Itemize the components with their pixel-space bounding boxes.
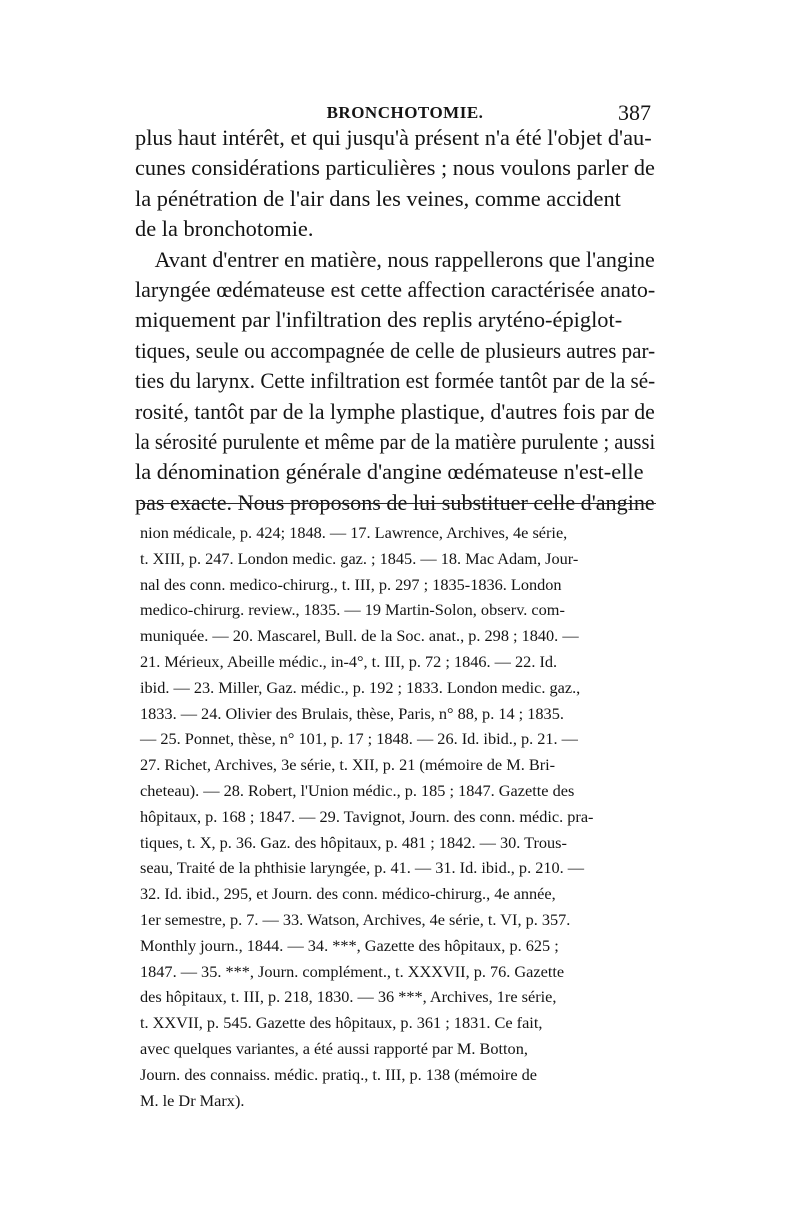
body-line: Avant d'entrer en matière, nous rappellerons que l'angine: [154, 246, 655, 272]
footnote-line: tiques, t. X, p. 36. Gaz. des hôpitaux, p. 481 ; 1842. — 30. Trous-: [140, 832, 567, 852]
footnote-line: Journ. des connaiss. médic. pratiq., t. III, p. 138 (mémoire de: [140, 1064, 537, 1084]
footnote-line: muniquée. — 20. Mascarel, Bull. de la Soc. anat., p. 298 ; 1840. —: [140, 626, 579, 646]
body-line: pas exacte. Nous proposons de lui substituer celle d'angine: [135, 489, 655, 515]
footnote-line: 32. Id. ibid., 295, et Journ. des conn. médico-chirurg., 4e année,: [140, 884, 556, 904]
footnote-line: 27. Richet, Archives, 3e série, t. XII, p. 21 (mémoire de M. Bri-: [140, 755, 556, 775]
body-line: la pénétration de l'air dans les veines, comme accident: [135, 185, 621, 211]
footnote-divider: [140, 503, 656, 504]
running-title: BRONCHOTOMIE.: [326, 103, 484, 122]
footnote-line: 1833. — 24. Olivier des Brulais, thèse, Paris, n° 88, p. 14 ; 1835.: [140, 703, 564, 723]
footnote-line: cheteau). — 28. Robert, l'Union médic., p. 185 ; 1847. Gazette des: [140, 780, 575, 800]
footnote-line: 1847. — 35. ***, Journ. complément., t. XXXVII, p. 76. Gazette: [140, 961, 565, 981]
footnote-line: t. XXVII, p. 545. Gazette des hôpitaux, p. 361 ; 1831. Ce fait,: [140, 1013, 543, 1033]
page-number: 387: [618, 100, 651, 125]
body-line: ties du larynx. Cette infiltration est formée tantôt par de la sé-: [135, 368, 656, 394]
footnote-line: 21. Mérieux, Abeille médic., in-4°, t. III, p. 72 ; 1846. — 22. Id.: [140, 651, 558, 671]
footnote-line: avec quelques variantes, a été aussi rapporté par M. Botton,: [140, 1038, 528, 1058]
body-line: miquement par l'infiltration des replis aryténo-épiglot-: [135, 307, 623, 333]
body-line: la sérosité purulente et même par de la matière purulente ; aussi: [135, 429, 656, 455]
footnote-line: t. XIII, p. 247. London medic. gaz. ; 1845. — 18. Mac Adam, Jour-: [140, 548, 579, 568]
footnote-line: des hôpitaux, t. III, p. 218, 1830. — 36 ***, Archives, 1re série,: [140, 987, 557, 1007]
body-line: la dénomination générale d'angine œdémateuse n'est-elle: [135, 459, 644, 485]
body-line: rosité, tantôt par de la lymphe plastique, d'autres fois par de: [135, 398, 655, 424]
body-line: de la bronchotomie.: [135, 216, 314, 242]
body-line: cunes considérations particulières ; nous voulons parler de: [135, 155, 655, 181]
footnote-line: nal des conn. medico-chirurg., t. III, p. 297 ; 1835-1836. London: [140, 574, 562, 594]
body-text: [135, 123, 655, 518]
footnote-line: medico-chirurg. review., 1835. — 19 Martin-Solon, observ. com-: [140, 600, 565, 620]
footnote-line: seau, Traité de la phthisie laryngée, p. 41. — 31. Id. ibid., p. 210. —: [140, 858, 585, 878]
body-line: plus haut intérêt, et qui jusqu'à présent n'a été l'objet d'au-: [135, 125, 652, 150]
body-line: laryngée œdémateuse est cette affection caractérisée anato-: [135, 277, 656, 303]
footnote-line: hôpitaux, p. 168 ; 1847. — 29. Tavignot, Journ. des conn. médic. pra-: [140, 806, 594, 826]
footnote-text: [140, 520, 656, 1113]
footnote-line: 1er semestre, p. 7. — 33. Watson, Archives, 4e série, t. VI, p. 357.: [140, 909, 571, 929]
footnote-line: — 25. Ponnet, thèse, n° 101, p. 17 ; 1848. — 26. Id. ibid., p. 21. —: [140, 729, 578, 749]
footnote-line: ibid. — 23. Miller, Gaz. médic., p. 192 ; 1833. London medic. gaz.,: [140, 677, 581, 697]
body-line: tiques, seule ou accompagnée de celle de plusieurs autres par-: [135, 337, 656, 363]
footnote-line: nion médicale, p. 424; 1848. — 17. Lawrence, Archives, 4e série,: [140, 523, 568, 542]
footnote-line: M. le Dr Marx).: [140, 1090, 245, 1110]
footnote-line: Monthly journ., 1844. — 34. ***, Gazette des hôpitaux, p. 625 ;: [140, 935, 559, 955]
